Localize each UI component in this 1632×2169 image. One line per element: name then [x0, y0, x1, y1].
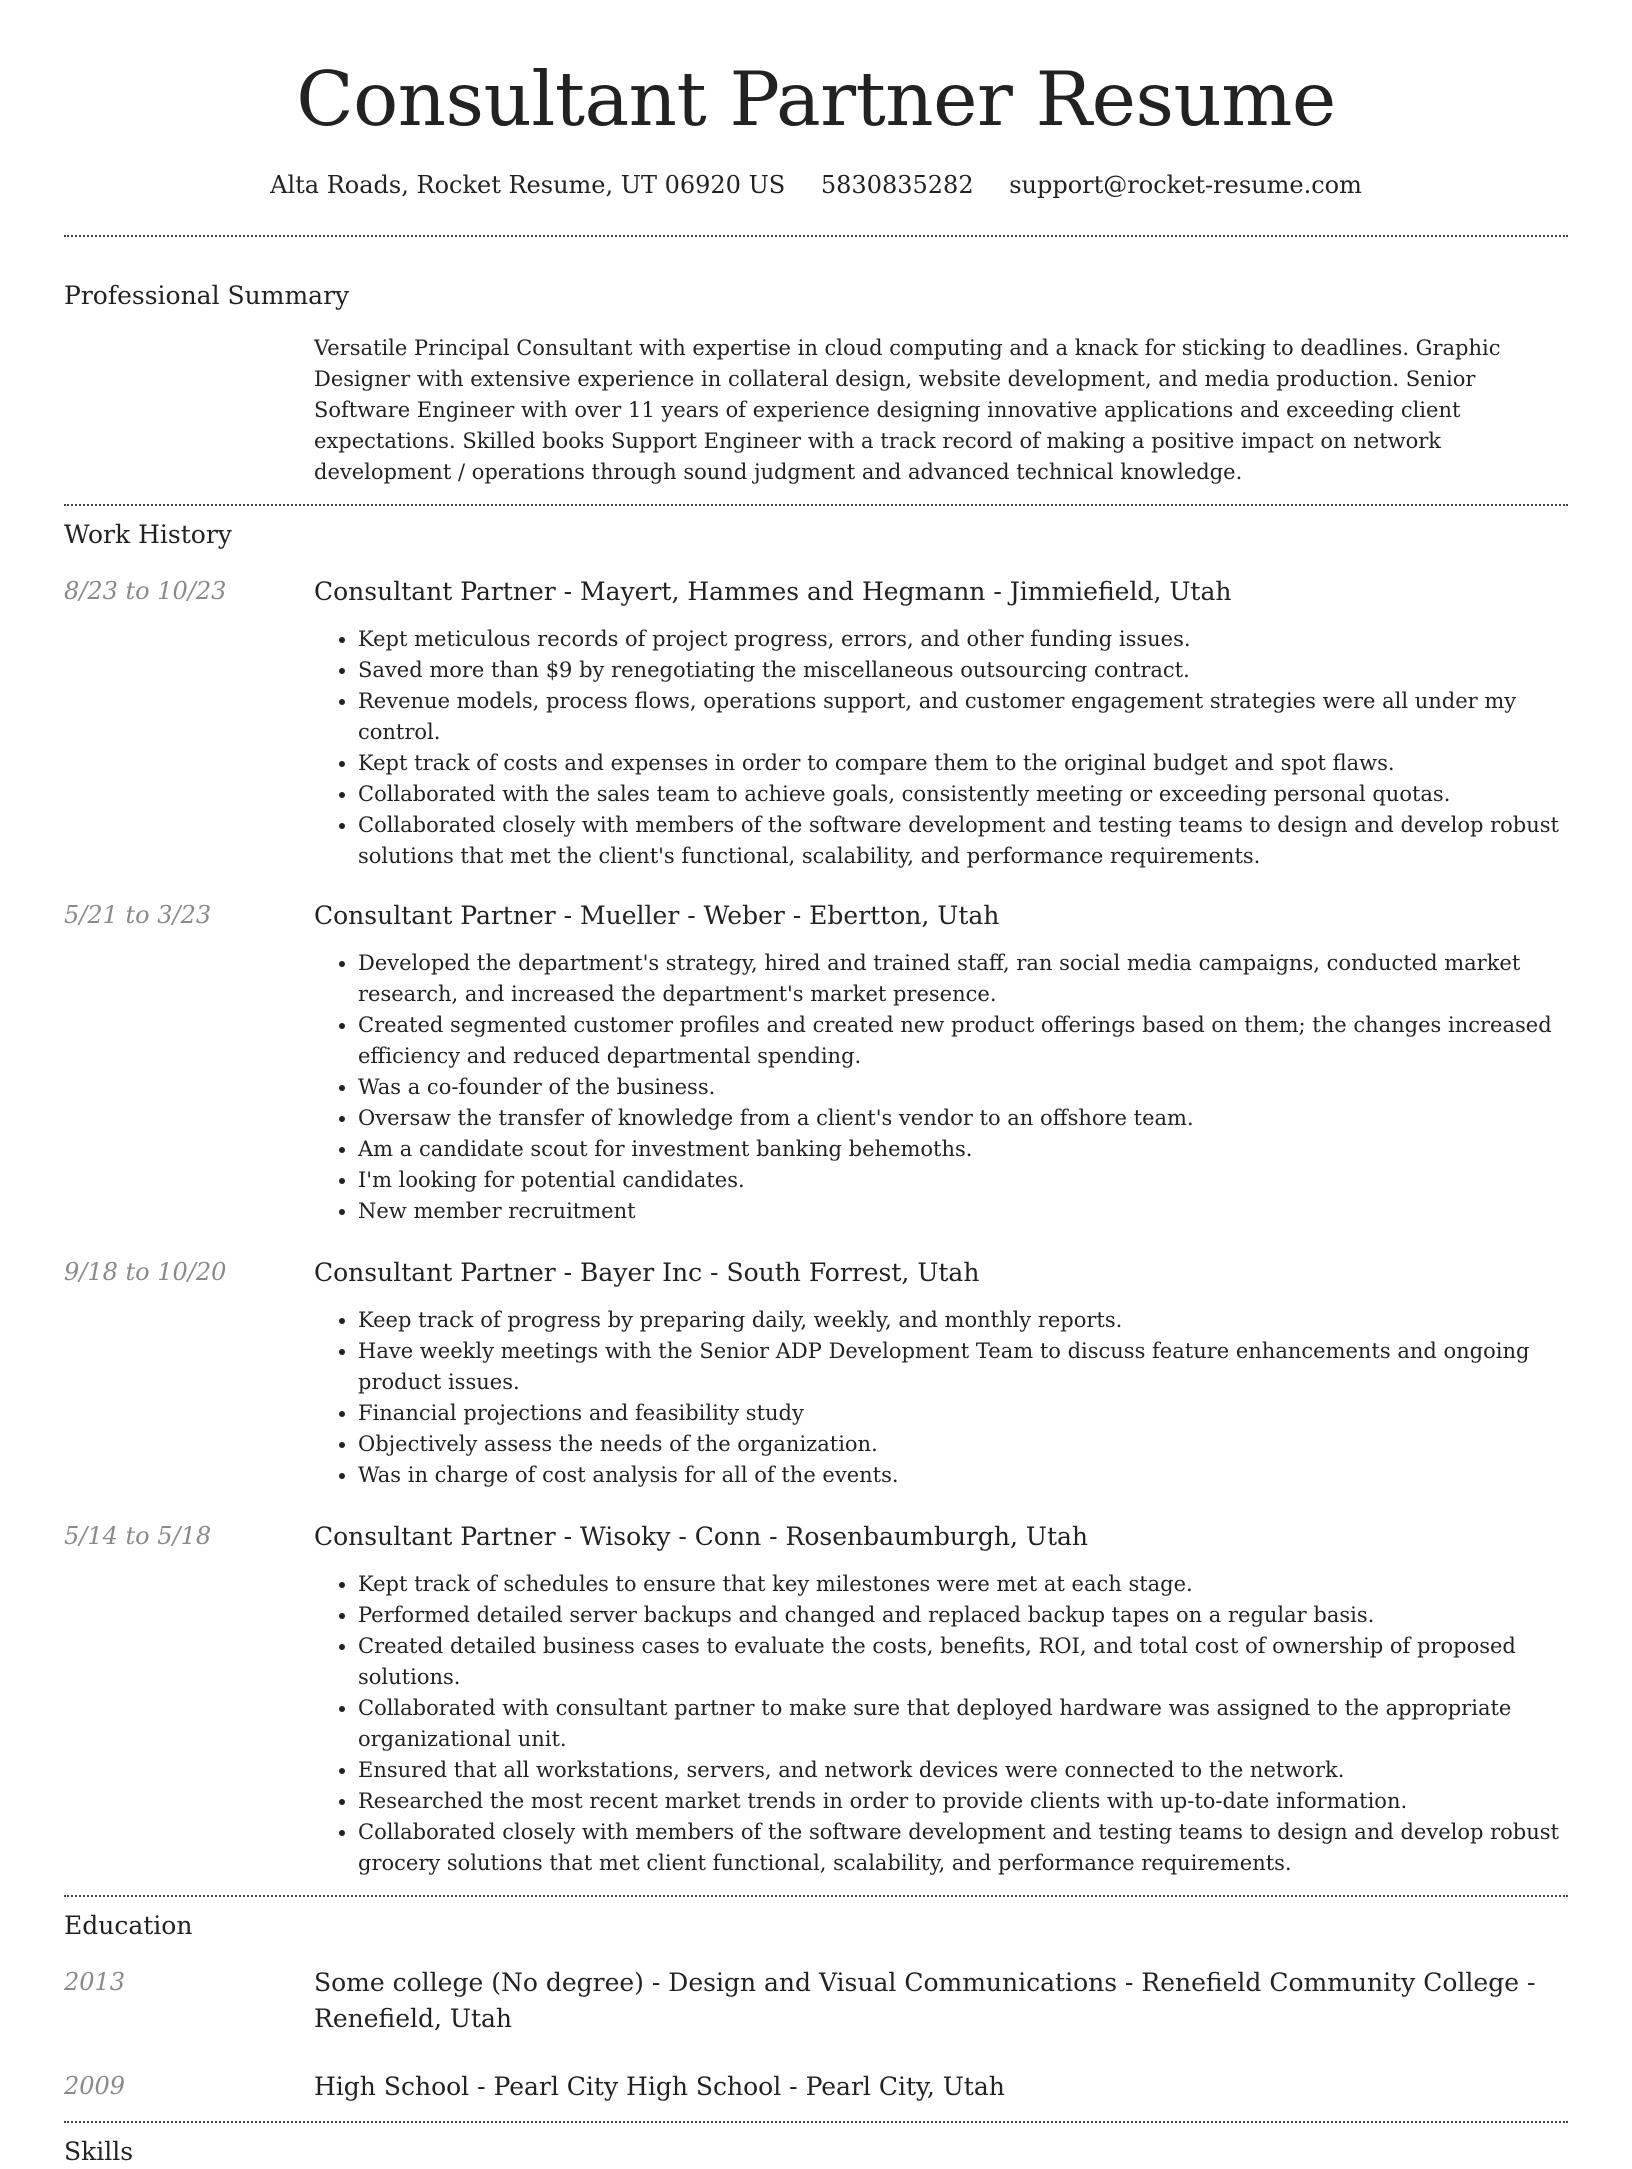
job-bullet: • Was in charge of cost analysis for all of the events. — [358, 1460, 1568, 1491]
education-entry — [64, 2069, 1568, 2105]
section-divider — [64, 2121, 1568, 2123]
job-bullet: • Kept track of schedules to ensure that key milestones were met at each stage. — [358, 1569, 1568, 1600]
job-bullets — [314, 624, 1568, 872]
contact-email[interactable]: support@rocket-resume.com — [1009, 171, 1362, 199]
job-bullet: • Financial projections and feasibility study — [358, 1398, 1568, 1429]
job-bullet: • Created detailed business cases to evaluate the costs, benefits, ROI, and total cost of ownership of proposed solutions. — [358, 1631, 1568, 1693]
section-divider — [64, 1895, 1568, 1897]
job-dates: 9/18 to 10/20 — [64, 1258, 227, 1286]
job-bullet: • Collaborated closely with members of the software development and testing teams to design and develop robust solutions that met the client's functional, scalability, and performance requirements. — [358, 810, 1568, 872]
summary-text: Versatile Principal Consultant with expertise in cloud computing and a knack for sticking to deadlines. Graphic Designer with extensive experience in collateral design, website development, and media production. Senior Software Engineer with over 11 years of experience designing innovative applications and exceeding client expectations. Skilled books Support Engineer with a track record of making a positive impact on network development / operations through sound judgment and advanced technical knowledge. — [314, 336, 1501, 484]
job-bullet: • Developed the department's strategy, hired and trained staff, ran social media campaigns, conducted market research, and increased the department's market presence. — [358, 948, 1568, 1010]
job-title: Consultant Partner - Mayert, Hammes and Hegmann - Jimmiefield, Utah — [314, 577, 1232, 606]
job-title: Consultant Partner - Bayer Inc - South Forrest, Utah — [314, 1258, 980, 1287]
education-heading: Education — [64, 1911, 193, 1940]
job-dates: 8/23 to 10/23 — [64, 577, 227, 605]
job-body — [314, 1519, 1568, 1879]
job-bullet: • Oversaw the transfer of knowledge from a client's vendor to an offshore team. — [358, 1103, 1568, 1134]
contact-address: Alta Roads, Rocket Resume, UT 06920 US — [270, 171, 786, 199]
job-bullets — [314, 1569, 1568, 1879]
education-title: High School - Pearl City High School - Pearl City, Utah — [314, 2072, 1005, 2101]
job-bullet: • Ensured that all workstations, servers, and network devices were connected to the network. — [358, 1755, 1568, 1786]
contact-phone: 5830835282 — [820, 171, 974, 199]
job-bullets — [314, 1305, 1568, 1491]
job-bullet: • Keep track of progress by preparing daily, weekly, and monthly reports. — [358, 1305, 1568, 1336]
summary-section — [64, 279, 1568, 488]
education-title: Some college (No degree) - Design and Visual Communications - Renefield Community College - Renefield, Utah — [314, 1968, 1536, 2033]
education-body — [314, 2069, 1568, 2105]
job-bullet: • Revenue models, process flows, operations support, and customer engagement strategies were all under my control. — [358, 686, 1568, 748]
contact-line — [64, 169, 1568, 201]
job-entry — [64, 574, 1568, 872]
job-dates: 5/14 to 5/18 — [64, 1522, 212, 1550]
job-title: Consultant Partner - Mueller - Weber - Ebertton, Utah — [314, 901, 1000, 930]
summary-heading: Professional Summary — [64, 281, 350, 310]
job-bullet: • Collaborated closely with members of the software development and testing teams to design and develop robust grocery solutions that met client functional, scalability, and performance requirements. — [358, 1817, 1568, 1879]
job-bullet: • Have weekly meetings with the Senior ADP Development Team to discuss feature enhancements and ongoing product issues. — [358, 1336, 1568, 1398]
job-bullet: • Kept meticulous records of project progress, errors, and other funding issues. — [358, 624, 1568, 655]
section-divider — [64, 504, 1568, 506]
job-bullet: • New member recruitment — [358, 1196, 1568, 1227]
education-year: 2009 — [64, 2072, 126, 2100]
job-body — [314, 898, 1568, 1227]
job-bullet: • Collaborated with the sales team to achieve goals, consistently meeting or exceeding personal quotas. — [358, 779, 1568, 810]
resume-page — [64, 0, 1568, 2169]
job-entry — [64, 1519, 1568, 1879]
job-entry — [64, 1255, 1568, 1491]
education-section — [64, 1909, 1568, 2105]
job-dates: 5/21 to 3/23 — [64, 901, 212, 929]
job-bullet: • Kept track of costs and expenses in order to compare them to the original budget and spot flaws. — [358, 748, 1568, 779]
job-bullet: • Performed detailed server backups and changed and replaced backup tapes on a regular basis. — [358, 1600, 1568, 1631]
job-bullet: • I'm looking for potential candidates. — [358, 1165, 1568, 1196]
job-bullets — [314, 948, 1568, 1227]
education-year: 2013 — [64, 1968, 126, 1996]
job-bullet: • Saved more than $9 by renegotiating the miscellaneous outsourcing contract. — [358, 655, 1568, 686]
skills-heading: Skills — [64, 2137, 134, 2166]
resume-title: Consultant Partner Resume — [296, 55, 1336, 143]
work-history-heading: Work History — [64, 520, 232, 549]
section-divider — [64, 235, 1568, 237]
education-entry — [64, 1965, 1568, 2037]
job-bullet: • Collaborated with consultant partner to make sure that deployed hardware was assigned to the appropriate organizational unit. — [358, 1693, 1568, 1755]
work-history-section — [64, 518, 1568, 1879]
job-body — [314, 1255, 1568, 1491]
job-bullet: • Was a co-founder of the business. — [358, 1072, 1568, 1103]
job-body — [314, 574, 1568, 872]
job-bullet: • Objectively assess the needs of the organization. — [358, 1429, 1568, 1460]
skills-section — [64, 2135, 1568, 2169]
job-bullet: • Am a candidate scout for investment banking behemoths. — [358, 1134, 1568, 1165]
job-bullet: • Created segmented customer profiles and created new product offerings based on them; the changes increased efficiency and reduced departmental spending. — [358, 1010, 1568, 1072]
education-body — [314, 1965, 1568, 2037]
job-entry — [64, 898, 1568, 1227]
job-bullet: • Researched the most recent market trends in order to provide clients with up-to-date information. — [358, 1786, 1568, 1817]
job-title: Consultant Partner - Wisoky - Conn - Rosenbaumburgh, Utah — [314, 1522, 1088, 1551]
